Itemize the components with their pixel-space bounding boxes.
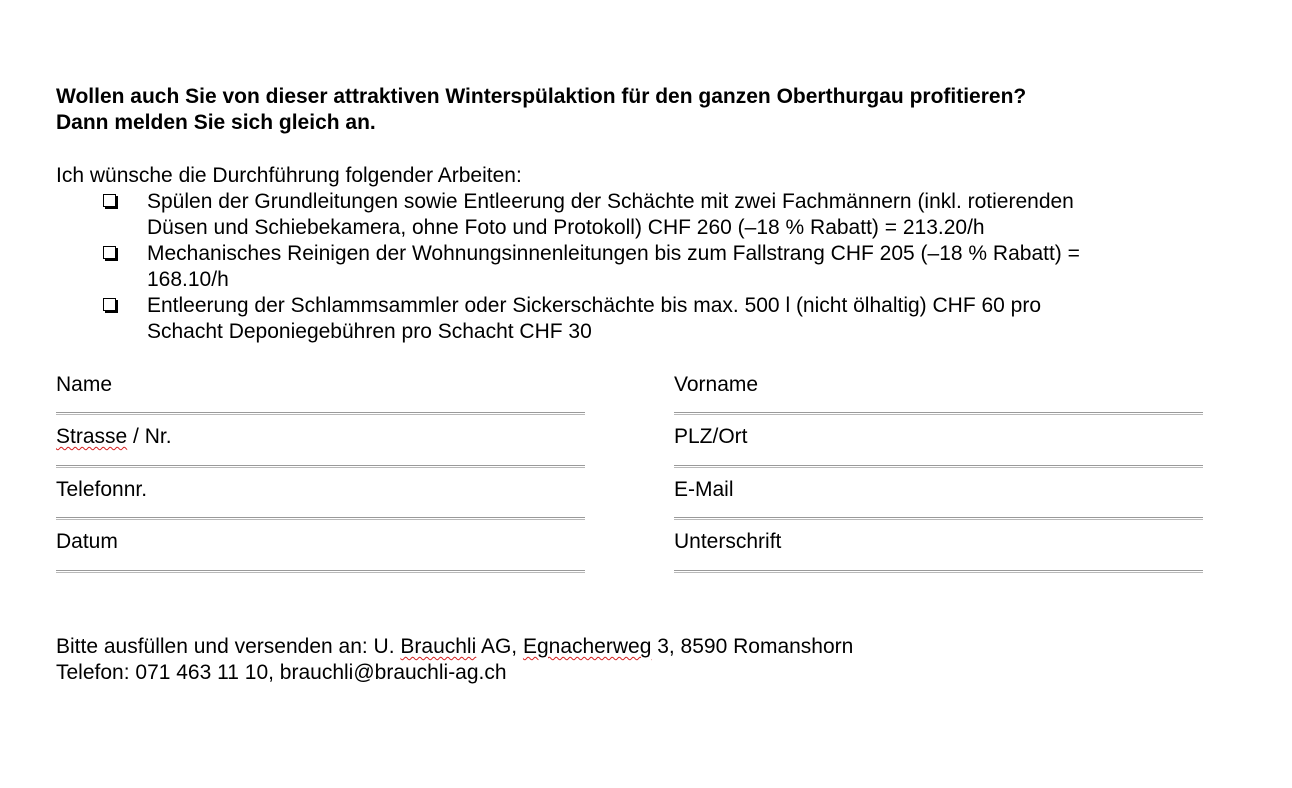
option-3-line-2: Schacht Deponiegebühren pro Schacht CHF 30 [147, 320, 592, 343]
footer-address-c: AG, [476, 635, 523, 658]
option-2-line-2: 168.10/h [147, 268, 229, 291]
option-1-line-2: Düsen und Schiebekamera, ohne Foto und Protokoll) CHF 260 (–18 % Rabatt) = 213.20/h [147, 216, 985, 239]
footer-company-word: Brauchli [400, 635, 477, 658]
unterschrift-field[interactable] [674, 570, 1203, 573]
option-1-line-1: Spülen der Grundleitungen sowie Entleerung der Schächte mit zwei Fachmännern (inkl. rotierenden [147, 190, 1074, 213]
plz-ort-field[interactable] [674, 465, 1203, 468]
email-field[interactable] [674, 517, 1203, 520]
datum-label: Datum [56, 530, 118, 553]
telefon-label: Telefonnr. [56, 478, 148, 501]
option-3-line-1: Entleerung der Schlammsammler oder Sickerschächte bis max. 500 l (nicht ölhaltig) CHF 60 pro [147, 294, 1042, 317]
vorname-label: Vorname [674, 373, 759, 396]
strasse-rest: / Nr. [127, 425, 172, 448]
footer-address [56, 634, 853, 660]
unterschrift-label: Unterschrift [674, 530, 782, 553]
footer-contact: Telefon: 071 463 11 10, brauchli@brauchli-ag.ch [56, 661, 507, 684]
footer-address-e: 3, 8590 Romanshorn [651, 635, 854, 658]
strasse-field[interactable] [56, 465, 585, 468]
footer-address-a: Bitte ausfüllen und versenden an: U. [56, 635, 401, 658]
option-3-checkbox[interactable] [103, 298, 116, 311]
option-1-checkbox[interactable] [103, 194, 116, 207]
strasse-label [56, 424, 172, 450]
intro-line-1: Wollen auch Sie von dieser attraktiven Winterspülaktion für den ganzen Oberthurgau profitieren? [56, 85, 1027, 108]
intro-line-2: Dann melden Sie sich gleich an. [56, 111, 376, 134]
datum-field[interactable] [56, 570, 585, 573]
name-label: Name [56, 373, 113, 396]
work-heading: Ich wünsche die Durchführung folgender Arbeiten: [56, 164, 522, 187]
vorname-field[interactable] [674, 412, 1203, 415]
strasse-word: Strasse [56, 425, 128, 448]
email-label: E-Mail [674, 478, 734, 501]
option-2-checkbox[interactable] [103, 246, 116, 259]
name-field[interactable] [56, 412, 585, 415]
plz-ort-label: PLZ/Ort [674, 425, 748, 448]
footer-street-word: Egnacherweg [522, 635, 652, 658]
telefon-field[interactable] [56, 517, 585, 520]
option-2-line-1: Mechanisches Reinigen der Wohnungsinnenleitungen bis zum Fallstrang CHF 205 (–18 % Rabatt) = [147, 242, 1080, 265]
